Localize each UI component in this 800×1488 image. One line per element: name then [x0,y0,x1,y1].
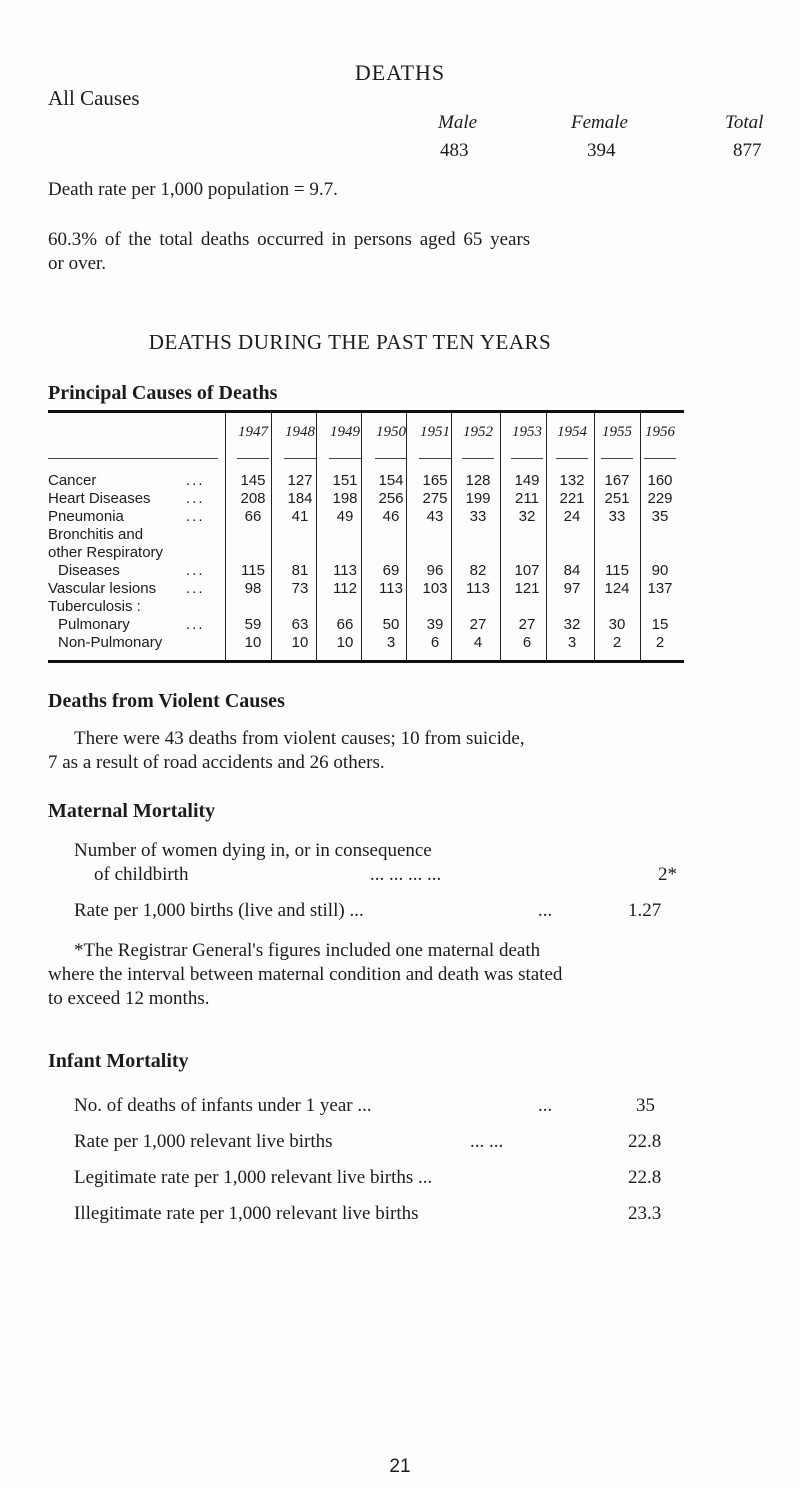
table-cell: 4 [473,634,483,651]
header-separator [556,458,588,459]
maternal-rate-dots: ... [538,900,553,921]
maternal-note-line3: to exceed 12 months. [48,988,210,1009]
aged-text-line1: 60.3% of the total deaths occurred in persons aged 65 years [48,229,531,250]
table-cell: 3 [386,634,396,651]
table-cell: 2 [655,634,665,651]
death-rate-text: Death rate per 1,000 population = 9.7. [48,179,338,200]
table-cell: 33 [469,508,487,525]
maternal-mortality-title: Maternal Mortality [48,800,216,822]
table-cell: 66 [244,508,262,525]
header-separator [284,458,316,459]
table-cell: 24 [563,508,581,525]
table-cell: 198 [332,490,358,507]
table-cell: 128 [465,472,491,489]
row-label: other Respiratory [48,544,164,561]
infant-mortality-title: Infant Mortality [48,1050,189,1072]
table-cell: 81 [291,562,309,579]
row-label: Diseases [58,562,120,579]
year-header-1949: 1949 [330,424,360,440]
row-label: Bronchitis and [48,526,144,543]
row-dots: ... [186,508,205,525]
infant-row-value: 35 [636,1095,655,1116]
infant-row-value: 23.3 [628,1203,662,1224]
row-dots: ... [186,472,205,489]
table-cell: 10 [244,634,262,651]
year-header-1953: 1953 [512,424,542,440]
infant-row-value: 22.8 [628,1131,662,1152]
table-cell: 256 [378,490,404,507]
table-cell: 10 [336,634,354,651]
table-cell: 165 [422,472,448,489]
maternal-note-line2: where the interval between maternal condition and death was stated [48,964,563,985]
header-separator [462,458,494,459]
row-label: Tuberculosis : [48,598,141,615]
table-cell: 84 [563,562,581,579]
table-cell: 160 [647,472,673,489]
table-cell: 154 [378,472,404,489]
male-header: Male [438,112,478,133]
year-header-1956: 1956 [645,424,675,440]
table-cell: 121 [514,580,540,597]
year-header-1955: 1955 [602,424,632,440]
header-separator [511,458,543,459]
table-cell: 27 [518,616,536,633]
header-separator [329,458,361,459]
table-cell: 27 [469,616,487,633]
table-cell: 43 [426,508,444,525]
table-cell: 49 [336,508,354,525]
table-cell: 15 [651,616,669,633]
table-cell: 69 [382,562,400,579]
table-cell: 66 [336,616,354,633]
female-header: Female [571,112,628,133]
total-value: 877 [733,140,762,161]
table-cell: 90 [651,562,669,579]
table-cell: 137 [647,580,673,597]
ten-years-title: DEATHS DURING THE PAST TEN YEARS [148,330,552,354]
principal-causes-title: Principal Causes of Deaths [48,382,278,404]
violent-line2: 7 as a result of road accidents and 26 others. [48,752,385,773]
infant-row-value: 22.8 [628,1167,662,1188]
table-top-rule [48,410,684,413]
table-cell: 50 [382,616,400,633]
year-header-1950: 1950 [376,424,406,440]
infant-row-dots: ... [538,1095,553,1116]
table-cell: 33 [608,508,626,525]
table-cell: 2 [612,634,622,651]
table-cell: 82 [469,562,487,579]
table-cell: 46 [382,508,400,525]
table-cell: 39 [426,616,444,633]
table-cell: 211 [515,490,539,507]
table-cell: 30 [608,616,626,633]
table-cell: 115 [241,562,265,579]
table-cell: 10 [291,634,309,651]
table-cell: 113 [466,580,490,597]
row-dots: ... [186,562,205,579]
table-cell: 6 [522,634,532,651]
row-label: Non-Pulmonary [58,634,163,651]
header-separator [644,458,676,459]
row-label: Cancer [48,472,97,489]
table-cell: 275 [422,490,448,507]
infant-row-dots: ... ... [470,1131,504,1152]
page-number: 21 [389,1456,411,1477]
year-header-1947: 1947 [238,424,268,440]
page-heading: DEATHS [354,60,446,85]
row-dots: ... [186,580,205,597]
male-value: 483 [440,140,469,161]
infant-row-label: Rate per 1,000 relevant live births [74,1131,333,1152]
female-value: 394 [587,140,616,161]
table-cell: 229 [647,490,673,507]
maternal-number-value: 2* [658,864,677,885]
all-causes-label: All Causes [48,86,140,110]
maternal-number-dots: ... ... ... ... [370,864,442,885]
table-cell: 96 [426,562,444,579]
year-header-1948: 1948 [285,424,315,440]
violent-line1: There were 43 deaths from violent causes; 10 from suicide, [74,728,525,749]
maternal-number-line1: Number of women dying in, or in consequence [74,840,432,861]
header-separator [48,458,218,459]
row-label: Pneumonia [48,508,124,525]
total-header: Total [725,112,764,133]
row-label: Heart Diseases [48,490,151,507]
header-separator [237,458,269,459]
table-cell: 73 [291,580,309,597]
table-bottom-rule [48,660,684,663]
table-cell: 112 [333,580,357,597]
table-cell: 41 [291,508,309,525]
infant-row-label: No. of deaths of infants under 1 year ... [74,1095,372,1116]
table-cell: 35 [651,508,669,525]
maternal-number-line2: of childbirth [94,864,189,885]
table-cell: 6 [430,634,440,651]
aged-text-line2: or over. [48,253,107,274]
year-header-1951: 1951 [420,424,450,440]
infant-row-label: Legitimate rate per 1,000 relevant live births ... [74,1167,433,1188]
table-cell: 221 [559,490,585,507]
table-cell: 149 [514,472,540,489]
row-label: Pulmonary [58,616,130,633]
table-cell: 113 [333,562,357,579]
maternal-note-line1: *The Registrar General's figures included one maternal death [74,940,541,961]
row-label: Vascular lesions [48,580,157,597]
table-cell: 115 [605,562,629,579]
table-cell: 103 [422,580,448,597]
header-separator [601,458,633,459]
violent-causes-title: Deaths from Violent Causes [48,690,285,712]
table-cell: 124 [604,580,630,597]
table-cell: 199 [465,490,491,507]
infant-row-label: Illegitimate rate per 1,000 relevant live births [74,1203,419,1224]
table-cell: 32 [563,616,581,633]
table-cell: 113 [379,580,403,597]
header-separator [375,458,407,459]
table-cell: 184 [287,490,313,507]
table-cell: 167 [604,472,630,489]
table-cell: 63 [291,616,309,633]
maternal-rate-label: Rate per 1,000 births (live and still) ... [74,900,364,921]
table-cell: 3 [567,634,577,651]
maternal-rate-value: 1.27 [628,900,662,921]
table-cell: 97 [563,580,581,597]
year-header-1954: 1954 [557,424,587,440]
table-cell: 98 [244,580,262,597]
table-cell: 151 [332,472,358,489]
header-separator [419,458,451,459]
table-cell: 59 [244,616,262,633]
row-dots: ... [186,490,205,507]
row-dots: ... [186,616,205,633]
table-cell: 127 [287,472,313,489]
table-cell: 132 [559,472,585,489]
table-cell: 107 [514,562,540,579]
table-cell: 145 [240,472,266,489]
table-cell: 32 [518,508,536,525]
table-column-divider [225,413,226,660]
year-header-1952: 1952 [463,424,493,440]
table-cell: 208 [240,490,266,507]
table-cell: 251 [604,490,630,507]
